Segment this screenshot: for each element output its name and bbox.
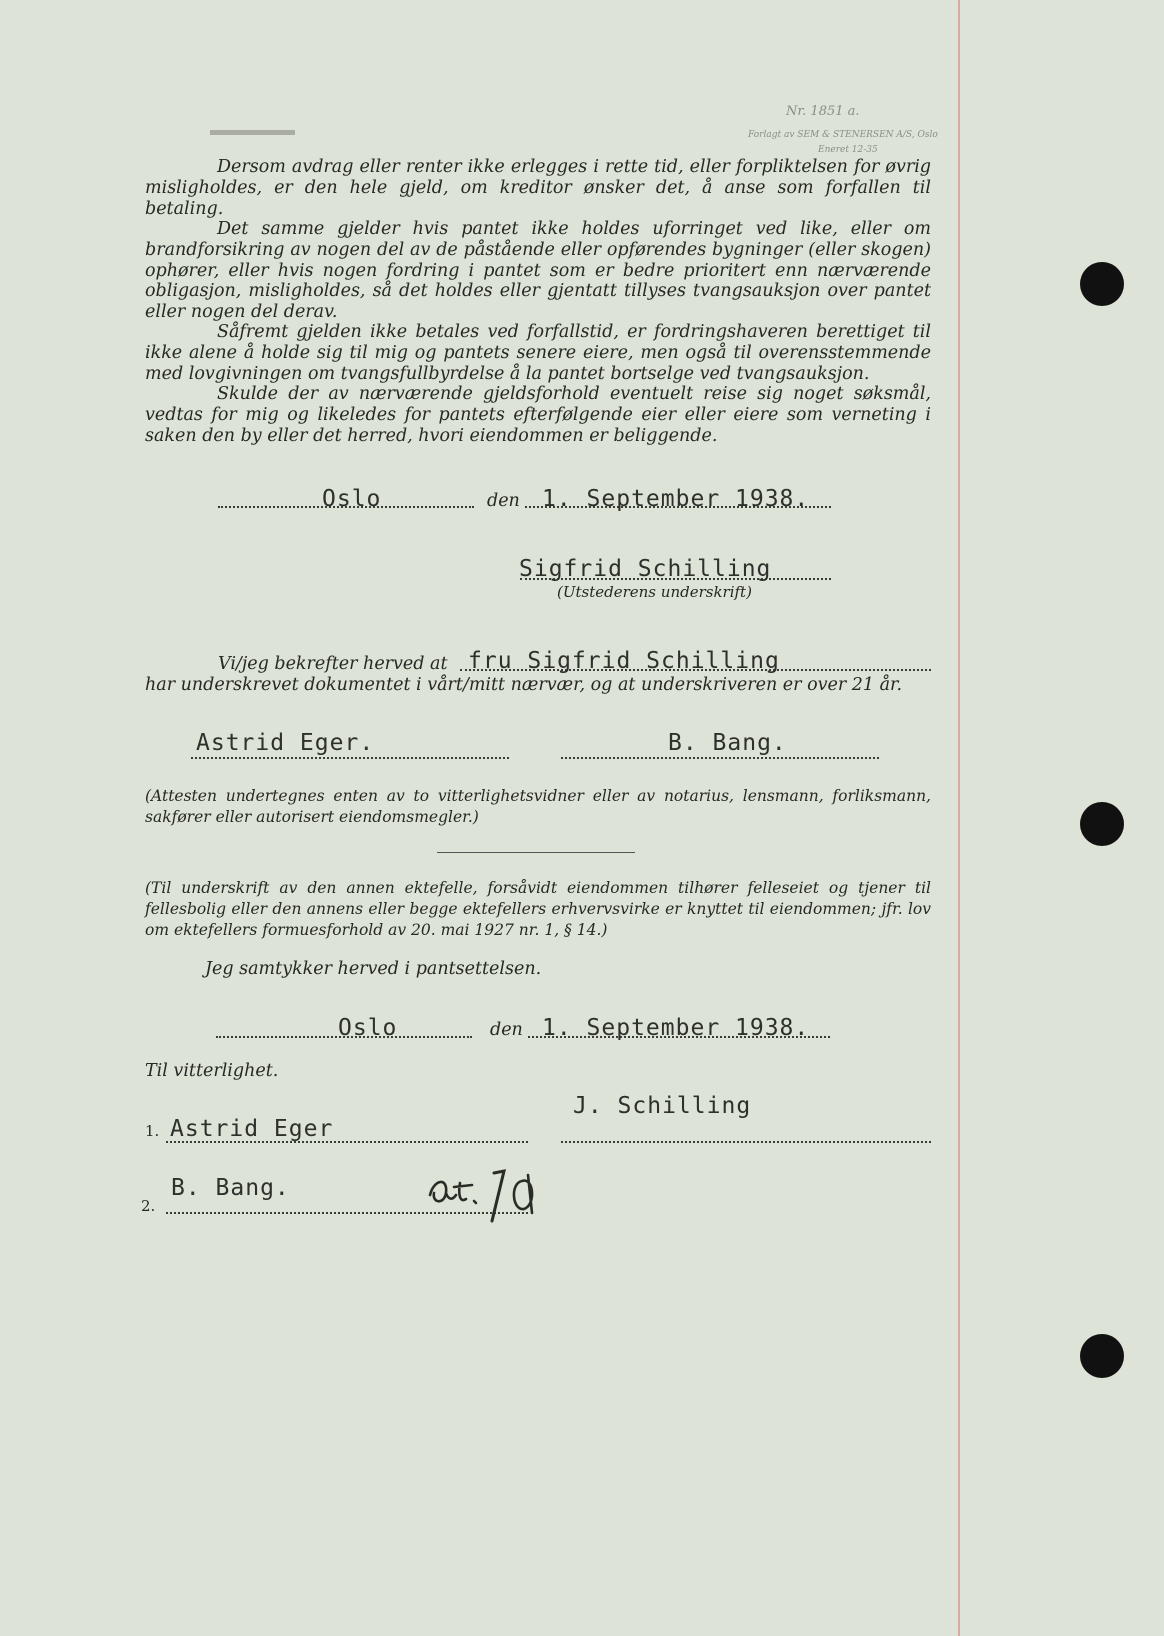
punch-hole-icon <box>1080 802 1124 846</box>
spouse-witness-2: B. Bang. <box>171 1175 290 1201</box>
issuer-signature: Sigfrid Schilling <box>519 556 772 582</box>
print-date: Eneret 12-35 <box>818 145 878 155</box>
initials-signature <box>424 1165 559 1225</box>
signature-caption: (Utstederens underskrift) <box>557 583 752 601</box>
witness-1-signature: Astrid Eger. <box>196 730 375 756</box>
terms-paragraph-2: Det samme gjelder hvis pantet ikke holdes uforringet ved like, eller om brandforsikring av nogen del av de påstående eller opførendes bygninger (eller skogen) ophører, eller hvis nogen fordring i pantet som er bedre prioritert enn nærværende obligasjon, misligholdes, så det holdes eller gjentatt tillyses tvangsauksjon over pantet eller nogen del derav. <box>145 219 931 323</box>
witness-statement: har underskrevet dokumentet i vårt/mitt nærvær, og at underskriveren er over 21 år. <box>145 675 903 695</box>
spouse-signature: J. Schilling <box>573 1093 752 1119</box>
witness-label: Til vitterlighet. <box>145 1061 279 1081</box>
witness-2-signature: B. Bang. <box>668 730 787 756</box>
consent-statement: Jeg samtykker herved i pantsettelsen. <box>205 959 542 979</box>
punch-hole-icon <box>1080 262 1124 306</box>
decorative-rule <box>210 130 295 135</box>
terms-paragraph-3: Såfremt gjelden ikke betales ved forfallstid, er fordringshaveren berettiget til ikke alene å holde sig til mig og pantets senere eiere, men også til overensstemmende med lovgivningen om tvangsfullbyrdelse å la pantet bortselge ved tvangsauksjon. <box>145 322 931 384</box>
punch-hole-icon <box>1080 1334 1124 1378</box>
issuer-date: 1. September 1938. <box>542 486 810 512</box>
den-label: den <box>487 491 520 511</box>
witness-2-line <box>561 757 879 759</box>
witness-number-2: 2. <box>141 1197 156 1215</box>
terms-paragraph-1: Dersom avdrag eller renter ikke erlegges i rette tid, eller forpliktelsen for øvrig misligholdes, er den hele gjeld, om kreditor ønsker det, å anse som forfallen til betaling. <box>145 157 931 219</box>
separator-rule <box>437 852 635 853</box>
spouse-note: (Til underskrift av den annen ektefelle, forsåvidt eiendommen tilhører felleseiet og tjener til fellesbolig eller den annens eller begge ektefellers erhvervsvirke er knyttet til eiendommen; jfr. lov om ektefellers formuesforhold av 20. mai 1927 nr. 1, § 14.) <box>145 879 931 939</box>
spouse-place: Oslo <box>338 1015 398 1041</box>
issuer-place: Oslo <box>322 486 382 512</box>
witness-number-1: 1. <box>145 1122 160 1140</box>
publisher-imprint: Forlagt av SEM & STENERSEN A/S, Oslo <box>748 130 938 140</box>
attestation-note: (Attesten undertegnes enten av to vitterlighetsvidner eller av notarius, lensmann, forliksmann, sakfører eller autorisert eiendomsmegler.) <box>145 787 931 826</box>
spouse-witness-1: Astrid Eger <box>170 1116 334 1142</box>
spouse-date: 1. September 1938. <box>542 1015 810 1041</box>
confirmed-signer: fru Sigfrid Schilling <box>468 648 780 674</box>
witness-1-line <box>191 757 509 759</box>
form-number: Nr. 1851 a. <box>786 104 860 119</box>
red-margin-line <box>958 0 960 1636</box>
den-label: den <box>490 1020 523 1040</box>
terms-paragraph-4: Skulde der av nærværende gjeldsforhold eventuelt reise sig noget søksmål, vedtas for mig og likeledes for pantets efterfølgende eier eller eiere som verneting i saken den by eller det herred, hvori eiendommen er beliggende. <box>145 384 931 446</box>
spouse-signature-line <box>561 1141 931 1143</box>
confirm-label: Vi/jeg bekrefter herved at <box>218 654 448 674</box>
